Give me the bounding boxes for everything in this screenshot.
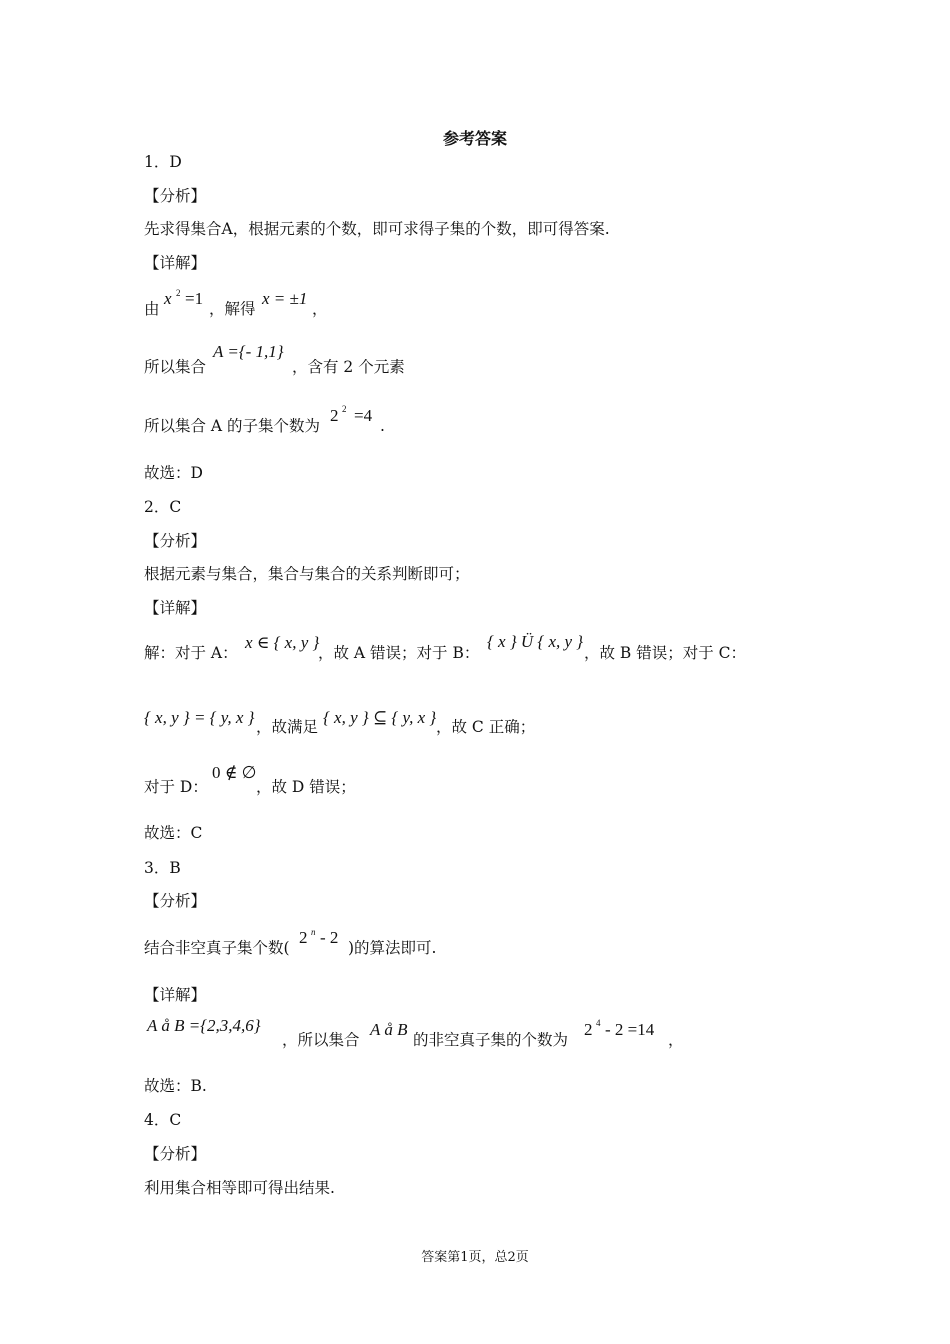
q3-line2-text-c: ，: [668, 1031, 684, 1049]
q1-line1-text-a: 由: [144, 300, 160, 318]
q3-math-union2: A å B: [370, 1020, 408, 1039]
q1-analysis: 先求得集合A，根据元素的个数，即可求得子集的个数，即可得答案.: [144, 220, 610, 238]
q1-math-x2-eq: =1: [185, 289, 204, 308]
q1-math-set-a: A ={- 1,1}: [213, 342, 284, 361]
q3-answer: 故选：B.: [144, 1077, 207, 1095]
q4-analysis: 利用集合相等即可得出结果.: [144, 1179, 335, 1197]
page-title: 参考答案: [442, 129, 507, 148]
q1-math-2pow2-sup: 2: [342, 404, 347, 414]
q3-line2-text-a: ，所以集合: [282, 1031, 360, 1049]
q1-math-eq4: =4: [354, 406, 373, 425]
q1-line2-text-a: 所以集合: [144, 358, 207, 376]
page-footer: 答案第1页，总2页: [421, 1250, 529, 1265]
q2-line1-text-c: ，故 B 错误；对于 C：: [584, 644, 747, 662]
q3-detail-label: 【详解】: [144, 986, 207, 1004]
q1-answer: 故选：D: [144, 464, 203, 482]
q1-detail-label: 【详解】: [144, 254, 207, 272]
q3-line1-text-a: 结合非空真子集个数(: [144, 939, 290, 957]
q2-analysis: 根据元素与集合，集合与集合的关系判断即可；: [144, 565, 470, 583]
q3-line1-text-b: )的算法即可.: [348, 939, 437, 957]
q1-line3-text-a: 所以集合 A 的子集个数为: [144, 417, 321, 435]
q1-line3-text-b: .: [380, 417, 385, 435]
q1-math-x-pm1: x = ±1: [262, 289, 308, 308]
q1-math-x2-sup: 2: [176, 288, 181, 298]
q3-math-24-sup: 4: [596, 1018, 601, 1028]
q1-math-2pow2: 2: [330, 406, 339, 425]
q2-line1-text-b: ，故 A 错误；对于 B：: [318, 644, 480, 662]
q1-line1-text-c: ，: [312, 300, 328, 318]
q2-math-subset-b: { x } Ü { x, y }: [487, 632, 584, 651]
q3-math-minus2: - 2: [320, 928, 339, 947]
q1-line2-text-b: ，含有 2 个元素: [292, 358, 405, 376]
q3-math-2n: 2: [299, 928, 308, 947]
q3-line2-text-b: 的非空真子集的个数为: [413, 1031, 569, 1049]
q4-analysis-label: 【分析】: [144, 1145, 207, 1163]
q1-line1-text-b: ，解得: [209, 300, 256, 318]
q2-line3-text-b: ，故 D 错误；: [256, 778, 356, 796]
q2-analysis-label: 【分析】: [144, 532, 207, 550]
q3-number: 3．B: [144, 859, 181, 877]
q1-number: 1．D: [144, 153, 182, 171]
q2-line2-text-b: ，故 C 正确；: [436, 718, 536, 736]
q2-detail-label: 【详解】: [144, 599, 207, 617]
q3-math-2n-sup: n: [311, 927, 316, 937]
q3-math-24: 2: [584, 1020, 593, 1039]
q2-line3-text-a: 对于 D：: [144, 778, 208, 796]
q1-math-x2: x: [164, 289, 172, 308]
q1-analysis-label: 【分析】: [144, 187, 207, 205]
q3-math-eq14: - 2 =14: [605, 1020, 655, 1039]
q3-analysis-label: 【分析】: [144, 892, 207, 910]
q4-number: 4．C: [144, 1111, 182, 1129]
q2-number: 2．C: [144, 498, 182, 516]
q2-math-set-eq: { x, y } = { y, x }: [144, 708, 255, 727]
q2-line1-text-a: 解：对于 A：: [144, 644, 238, 662]
q2-line2-text-a: ，故满足: [256, 718, 319, 736]
q2-math-x-in-set: x ∈ { x, y }: [245, 633, 320, 652]
q2-math-empty: 0 ∉ ∅: [212, 763, 257, 782]
q3-math-union: A å B ={2,3,4,6}: [147, 1016, 261, 1035]
q2-math-subseteq: { x, y } ⊆ { y, x }: [323, 708, 437, 727]
q2-answer: 故选：C: [144, 824, 203, 842]
